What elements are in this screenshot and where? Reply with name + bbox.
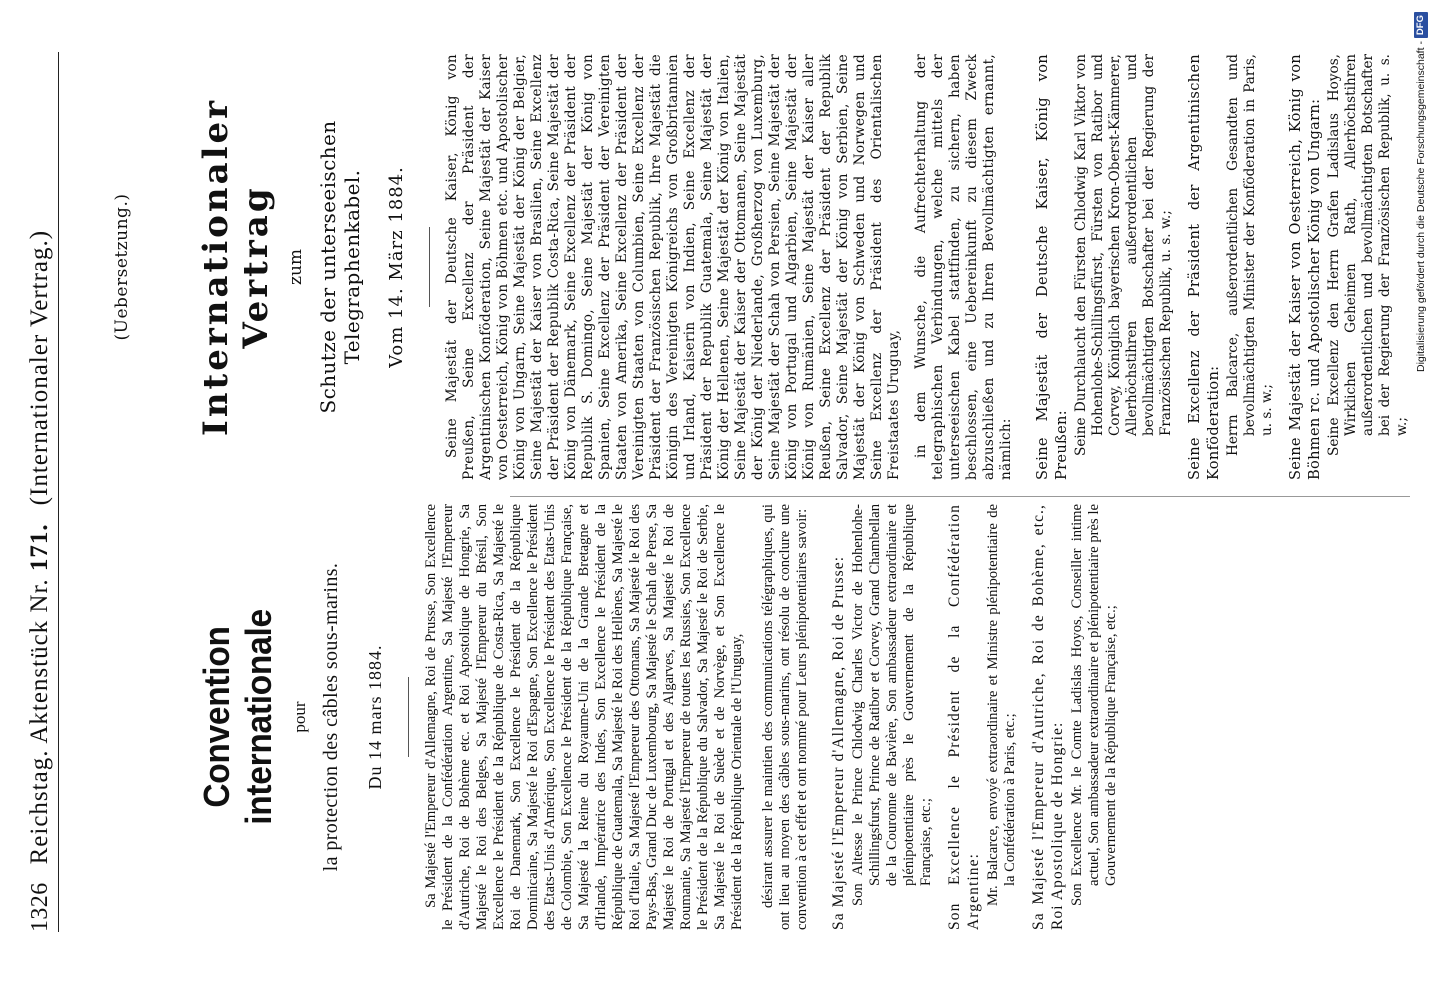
french-plenipotentiary-head: Son Excellence le Président de la Confédération Argentine: (946, 504, 982, 930)
french-plenipotentiaries (829, 504, 1120, 930)
german-rule (429, 227, 430, 307)
french-pour: pour (290, 701, 309, 733)
french-plenipotentiary-body: Son Excellence Mr. le Comte Ladislas Hoyos, Conseiller intime actuel, Son ambassadeur extraordinaire et plénipotentiaire près le Gouvernement de la République Française, etc.; (1069, 504, 1119, 906)
german-column (70, 54, 1410, 480)
french-column (70, 504, 1410, 930)
german-date: Vom 14. März 1884. (386, 166, 407, 368)
german-plenipotentiary-body: Seine Excellenz den Herrn Grafen Ladislaus Hoyos, Wirklichen Geheimen Rath, Allerhöchstihren außerordentlichen und bevollmächtigten Botschafter bei der Regierung der Französischen Republik, u. s. w.; (1326, 54, 1410, 456)
french-title: Convention internationale (196, 609, 279, 825)
running-header (14, 52, 59, 932)
german-title: Internationaler Vertrag (196, 97, 276, 437)
column-divider (510, 496, 1410, 497)
french-preamble: Sa Majesté l'Empereur d'Allemagne, Roi de Prusse, Son Excellence le Président de la Confédération Argentine, Sa Majesté l'Empereur d'Autriche, Roi de Bohème etc. et Roi Apostolique de Hongrie, Sa Majesté le Roi des Belges, Sa Majesté l'Empereur du Brésil, Son Excellence le Président de la République de Costa-Rica, Sa Majesté le Roi de Danemark, Son Excellence le Président de la République Dominicaine, Sa Majesté le Roi d'Espagne, Son Excellence le Président des Etats-Unis d'Amérique, Son Excellence le Président des Etats-Unis de Colombie, Son Excellence le Président de la République Française, Sa Majesté la Reine du Royaume-Uni de la Grande Bretagne et d'Irlande, Impératrice des Indes, Son Excellence le Président de la République de Guatemala, Sa Majesté le Roi des Hellènes, Sa Majesté le Roi d'Italie, Sa Majesté l'Empereur des Ottomans, Sa Majesté le Roi des Pays-Bas, Grand Duc de Luxembourg, Sa Majesté le Schah de Perse, Sa Majesté le Roi de Portugal et des Algarves, Sa Majesté le Roi de Roumanie, Sa Majesté l'Empereur de toutes les Russies, Son Excellence le Président de la République du Salvador, Sa Majesté le Roi de Serbie, Sa Majesté le Roi de Suède et de Norvège, et Son Excellence le Président de la République Orientale de l'Uruguay, (423, 504, 745, 930)
french-desiring: désirant assurer le maintien des communications télégraphiques, qui ont lieu au moyen des câbles sous-marins, ont résolu de conclure une convention à cet effet et ont nommé pour Leurs plénipotentiaires savoir: (760, 504, 810, 930)
german-plenipotentiary-head: Seine Majestät der Deutsche Kaiser, König von Preußen: (1034, 54, 1070, 480)
german-plenipotentiary-body: Seine Durchlaucht den Fürsten Chlodwig Karl Viktor von Hohenlohe-Schillingsfürst, Fürsten von Ratibor und Corvey, Königlich bayerischen Kron-Oberst-Kämmerer, Allerhöchstihren außerordentlichen und bevollmächtigten Botschafter bei der Regierung der Französischen Republik, u. s. w.; (1073, 54, 1174, 456)
french-plenipotentiary-head: Sa Majesté l'Empereur d'Allemagne, Roi de Prusse: (830, 555, 847, 930)
german-subtitle: Schutze der unterseeischen Telegraphenkabel. (316, 120, 364, 414)
french-rule (408, 677, 409, 757)
german-translation-note: (Uebersetzung.) (112, 193, 132, 341)
digitization-footer (1413, 0, 1429, 1000)
page-number: 1326 (27, 882, 53, 932)
french-plenipotentiary-body: Mr. Balcarce, envoyé extraordinaire et Ministre plénipotentiaire de la Confédération à Paris, etc.; (985, 504, 1018, 906)
german-plenipotentiary-head: Seine Excellenz der Präsident der Argentinischen Konföderation: (1186, 54, 1222, 480)
german-zum: zum (286, 248, 306, 286)
dfg-logo: DFG (1414, 12, 1428, 38)
german-plenipotentiary-head: Seine Majestät der Kaiser von Oesterreich, König von Böhmen rc. und Apostolischer König von Ungarn: (1287, 54, 1323, 480)
running-subtitle: (Internationaler Vertrag.) (26, 229, 53, 506)
french-subtitle: la protection des câbles sous-marins. (320, 562, 342, 872)
german-plenipotentiaries (1033, 54, 1410, 480)
digitization-note: Digitalisierung gefördert durch die Deutsche Forschungsgemeinschaft - (1415, 41, 1427, 372)
running-title-text: Reichstag. Aktenstück Nr. (26, 571, 53, 865)
document-number: 171. (26, 523, 53, 572)
german-preamble: Seine Majestät der Deutsche Kaiser, König von Preußen, Seine Excellenz der Präsident der Argentinischen Konföderation, Seine Majestät der Kaiser von Oesterreich, König von Böhmen etc. und Apostolischer König von Ungarn, Seine Majestät der König der Belgier, Seine Majestät der Kaiser von Brasilien, Seine Excellenz der Präsident der Republik Costa-Rica, Seine Majestät der König von Dänemark, Seine Excellenz der Präsident der Republik S. Domingo, Seine Majestät der König von Spanien, Seine Excellenz der Präsident der Vereinigten Staaten von Amerika, Seine Excellenz der Präsident der Vereinigten Staaten von Columbien, Seine Excellenz der Präsident der Französischen Republik, Ihre Majestät die Königin des Vereinigten Königreichs von Großbritannien und Irland, Kaiserin von Indien, Seine Excellenz der Präsident der Republik Guatemala, Seine Majestät der König der Hellenen, Seine Majestät der König von Italien, Seine Majestät der Kaiser der Ottomanen, Seine Majestät der König der Niederlande, Großherzog von Luxemburg, Seine Majestät der Schah von Persien, Seine Majestät der König von Portugal und Algarbien, Seine Majestät der König von Rumänien, Seine Majestät der Kaiser aller Reußen, Seine Excellenz der Präsident der Republik Salvador, Seine Majestät der König von Serbien, Seine Majestät der König von Schweden und Norwegen und Seine Excellenz der Präsident des Orientalischen Freistaates Uruguay, (444, 54, 902, 480)
french-plenipotentiary-head: Sa Majesté l'Empereur d'Autriche, Roi de Bohème, etc., Roi Apostolique de Hongrie: (1030, 504, 1066, 930)
french-date: Du 14 mars 1884. (365, 644, 385, 790)
running-title (26, 523, 54, 864)
french-plenipotentiary-body: Son Altesse le Prince Chlodwig Charles Victor de Hohenlohe-Schillingsfurst, Prince de Ratibor et Corvey, Grand Chambellan de la Couronne de Bavière, Son ambassadeur extraordinaire et plénipotentiaire près le Gouvernement de la République Française, etc.; (850, 504, 934, 906)
german-desiring: in dem Wunsche, die Aufrechterhaltung der telegraphischen Verbindungen, welche mittels der unterseeischen Kabel stattfinden, zu sichern, haben beschlossen, eine Uebereinkunft zu diesem Zweck abzuschließen und zu Ihren Bevollmächtigten ernannt, nämlich: (913, 54, 1014, 480)
german-plenipotentiary-body: Herrn Balcarce, außerordentlichen Gesandten und bevollmächtigten Minister der Konföderation in Paris, u. s. w.; (1225, 54, 1275, 456)
